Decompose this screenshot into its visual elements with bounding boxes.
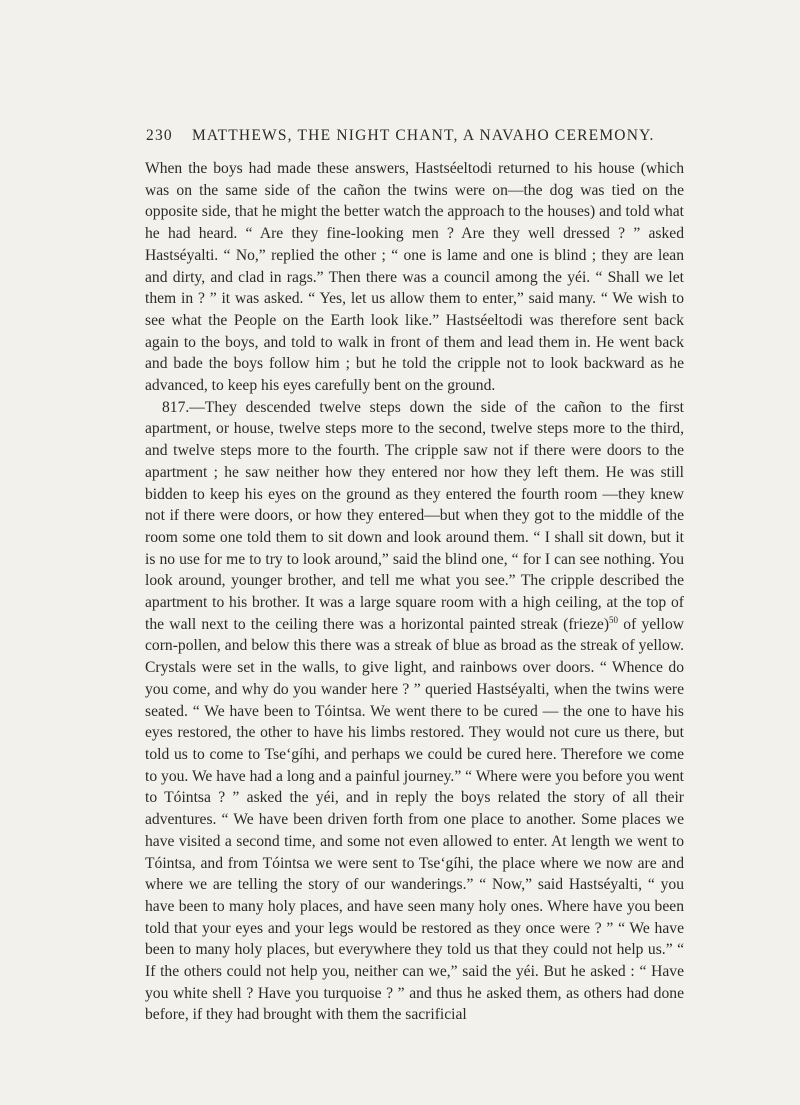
running-title: MATTHEWS, THE NIGHT CHANT, A NAVAHO CEREMONY. xyxy=(191,127,655,144)
paragraph: When the boys had made these answers, Hastséeltodi returned to his house (which was on the same side of the cañon the twins were on—the dog was tied on the opposite side, that he might the better watch the approach to the houses) and told what he had heard. “ Are they fine-looking men ? Are they well dressed ? ” asked Hastséyalti. “ No,” replied the other ; “ one is lame and one is blind ; they are lean and dirty, and clad in rags.” Then there was a council among the yéi. “ Shall we let them in ? ” it was asked. “ Yes, let us allow them to enter,” said many. “ We wish to see what the People on the Earth look like.” Hastséeltodi was therefore sent back again to the boys, and told to walk in front of them and lead them in. He went back and bade the boys follow him ; but he told the cripple not to look backward as he advanced, to keep his eyes carefully bent on the ground. xyxy=(145,160,684,395)
page-number: 230 xyxy=(146,127,173,144)
paragraph-text: 817.—They descended twelve steps down the side of the cañon to the first apartment, or house, twelve steps more to the second, twelve steps more to the third, and twelve steps more to the fourth. The cripple saw not if there were doors to the apartment ; he saw neither how they entered nor how they left them. He was still bidden to keep his eyes on the ground as they entered the fourth room —they knew not if there were doors, or how they entered—but when they got to the middle of the room some one told them to sit down and look around them. “ I shall sit down, but it is no use for me to try to look around,” said the blind one, “ for I can see nothing. You look around, younger brother, and tell me what you see.” The cripple described the apartment to his brother. It was a large square room with a high ceiling, at the top of the wall next to the ceiling there was a horizontal painted streak (frieze) xyxy=(145,398,684,633)
page-body xyxy=(145,158,684,1026)
running-head xyxy=(146,127,686,145)
footnote-reference[interactable]: 50 xyxy=(609,614,619,625)
paragraph-817 xyxy=(145,397,684,1026)
paragraph-text-continued: of yellow corn-pollen, and below this there was a streak of blue as broad as the streak of yellow. Crystals were set in the walls, to give light, and rainbows over doors. “ Whence do you come, and why do you wander here ? ” queried Hastséyalti, when the twins were seated. “ We have been to Tóintsa. We went there to be cured — the one to have his eyes restored, the other to have his limbs restored. They would not cure us there, but told us to come to Tse‘gíhi, and perhaps we could be cured here. Therefore we come to you. We have had a long and a painful journey.” “ Where were you before you went to Tóintsa ? ” asked the yéi, and in reply the boys related the story of all their adventures. “ We have been driven forth from one place to another. Some places we have visited a second time, and some not even allowed to enter. At length we went to Tóintsa, and from Tóintsa we were sent to Tse‘gíhi, the place where we now are and where we are telling the story of our wanderings.” “ Now,” said Hastséyalti, “ you have been to many holy places, and have seen many holy ones. Where have you been told that your eyes and your legs would be restored as they once were ? ” “ We have been to many holy places, but everywhere they told us that they could not help us.” “ If the others could not help you, neither can we,” said the yéi. But he asked : “ Have you white shell ? Have you turquoise ? ” and thus he asked them, as others had done before, if they had brought with them the sacrificial xyxy=(145,615,684,1024)
